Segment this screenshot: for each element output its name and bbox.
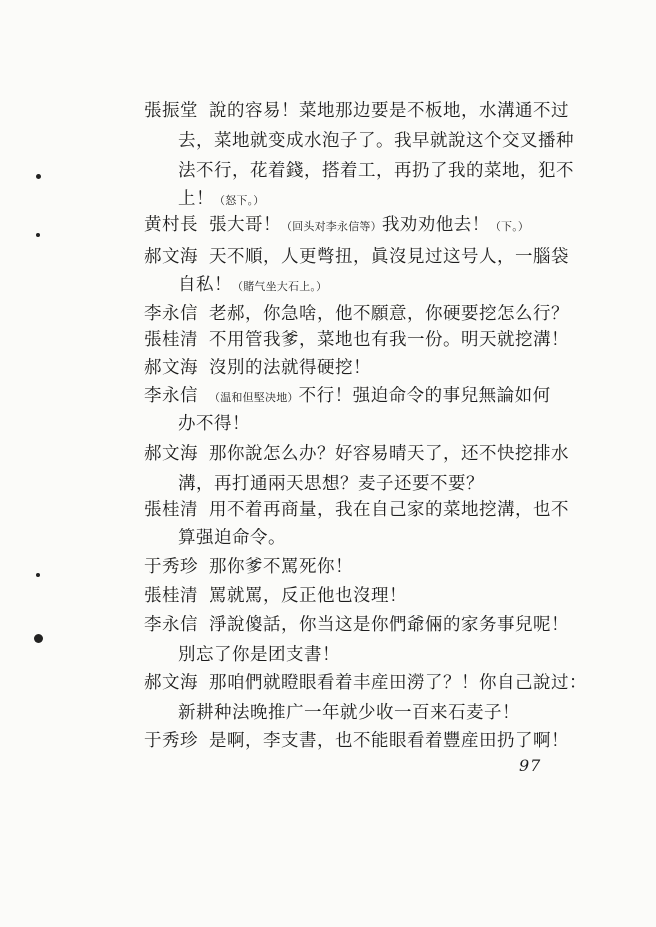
- line-text: [178, 470, 484, 498]
- line-text: [209, 582, 407, 610]
- page-number: 97: [519, 756, 542, 775]
- line-text: [209, 97, 569, 125]
- dialogue-line: [0, 496, 656, 524]
- speaker-name: 張桂清: [144, 330, 198, 350]
- spoken-text: 那咱們就瞪眼看着丰産田澇了？！你自己說过：: [209, 673, 587, 693]
- dialogue-line: [0, 300, 656, 328]
- dialogue-line: [0, 582, 656, 610]
- speaker-name: 張桂清: [144, 586, 198, 606]
- spoken-text: 罵就罵，反正他也沒理！: [209, 586, 407, 606]
- line-text: [209, 727, 569, 755]
- speaker-name: 郝文海: [144, 247, 198, 267]
- stage-direction: （回头对李永信等）: [281, 220, 382, 233]
- spoken-text: 我劝劝他去！: [381, 215, 490, 235]
- spoken-text: 算强迫命令。: [178, 528, 286, 548]
- spoken-text: 老郝，你急啥，他不願意，你硬要挖怎么行？: [209, 304, 569, 324]
- line-text: [178, 524, 286, 552]
- dialogue-line: [0, 211, 656, 239]
- line-text: [209, 354, 371, 382]
- line-text: [178, 699, 520, 727]
- line-text: [209, 669, 587, 697]
- spoken-text: 新耕种法晚推广一年就少收一百来石麦子！: [178, 703, 520, 723]
- dialogue-line: [0, 440, 656, 468]
- dialogue-line: [0, 382, 656, 410]
- spoken-text: 別忘了你是团支書！: [178, 645, 340, 665]
- dialogue-continuation: [0, 410, 656, 438]
- spoken-text: 不用管我爹，菜地也有我一份。明天就挖溝！: [209, 330, 569, 350]
- line-text: [178, 127, 574, 155]
- spoken-text: 那你說怎么办？好容易晴天了，还不快挖排水: [209, 444, 569, 464]
- line-text: [209, 326, 569, 354]
- speaker-name: 黄村長: [144, 215, 198, 235]
- dialogue-continuation: [0, 157, 656, 185]
- speaker-name: 張振堂: [144, 101, 198, 121]
- line-text: [209, 211, 529, 241]
- line-text: [209, 243, 569, 271]
- dialogue-line: [0, 243, 656, 271]
- dialogue-continuation: [0, 470, 656, 498]
- spoken-text: 是啊，李支書，也不能眼看着豐産田扔了啊！: [209, 731, 569, 751]
- margin-dot: [34, 634, 43, 643]
- line-text: [178, 157, 574, 185]
- spoken-text: 去，菜地就变成水泡子了。我早就說这个交叉播种: [178, 131, 574, 151]
- dialogue-continuation: [0, 524, 656, 552]
- speaker-name: 郝文海: [144, 444, 198, 464]
- speaker-name: 于秀珍: [144, 731, 198, 751]
- speaker-name: 于秀珍: [144, 557, 198, 577]
- line-text: [209, 300, 569, 328]
- dialogue-line: [0, 727, 656, 755]
- margin-dot: [36, 174, 41, 179]
- line-text: [209, 496, 569, 524]
- spoken-text: 自私！: [178, 275, 232, 295]
- dialogue-continuation: [0, 641, 656, 669]
- speaker-name: 郝文海: [144, 358, 198, 378]
- dialogue-line: [0, 97, 656, 125]
- line-text: [209, 440, 569, 468]
- line-text: [209, 553, 353, 581]
- line-text: [209, 382, 551, 412]
- line-text: [178, 641, 340, 669]
- stage-direction: （怒下。）: [214, 194, 265, 207]
- spoken-text: 上！: [178, 189, 214, 209]
- speaker-name: 郝文海: [144, 673, 198, 693]
- speaker-name: 張桂清: [144, 500, 198, 520]
- line-text: [178, 271, 327, 301]
- stage-direction: （温和但堅决地）: [209, 391, 299, 404]
- spoken-text: 办不得！: [178, 414, 250, 434]
- spoken-text: 沒別的法就得硬挖！: [209, 358, 371, 378]
- spoken-text: 說的容易！菜地那边要是不板地，水溝通不过: [209, 101, 569, 121]
- spoken-text: 不行！强迫命令的事兒無論如何: [298, 386, 551, 406]
- line-text: [178, 410, 250, 438]
- dialogue-continuation: [0, 185, 656, 213]
- stage-direction: （下。）: [489, 220, 530, 233]
- dialogue-continuation: [0, 699, 656, 727]
- margin-dot: [36, 573, 40, 577]
- dialogue-line: [0, 611, 656, 639]
- line-text: [209, 611, 569, 639]
- speaker-name: 李永信: [144, 386, 198, 406]
- dialogue-line: [0, 326, 656, 354]
- dialogue-line: [0, 354, 656, 382]
- dialogue-line: [0, 553, 656, 581]
- dialogue-continuation: [0, 271, 656, 299]
- margin-dot: [36, 233, 40, 237]
- spoken-text: 用不着再商量，我在自己家的菜地挖溝，也不: [209, 500, 569, 520]
- spoken-text: 張大哥！: [209, 215, 281, 235]
- spoken-text: 那你爹不罵死你！: [209, 557, 353, 577]
- spoken-text: 法不行，花着錢，搭着工，再扔了我的菜地，犯不: [178, 161, 574, 181]
- stage-direction: （賭气坐大石上。）: [232, 280, 328, 293]
- spoken-text: 溝，再打通兩天思想？麦子还要不要？: [178, 474, 484, 494]
- dialogue-line: [0, 669, 656, 697]
- speaker-name: 李永信: [144, 615, 198, 635]
- dialogue-continuation: [0, 127, 656, 155]
- spoken-text: 天不順，人更彆扭，眞沒見过这号人，一腦袋: [209, 247, 569, 267]
- speaker-name: 李永信: [144, 304, 198, 324]
- spoken-text: 淨說傻話，你当这是你們爺倆的家务事兒呢！: [209, 615, 569, 635]
